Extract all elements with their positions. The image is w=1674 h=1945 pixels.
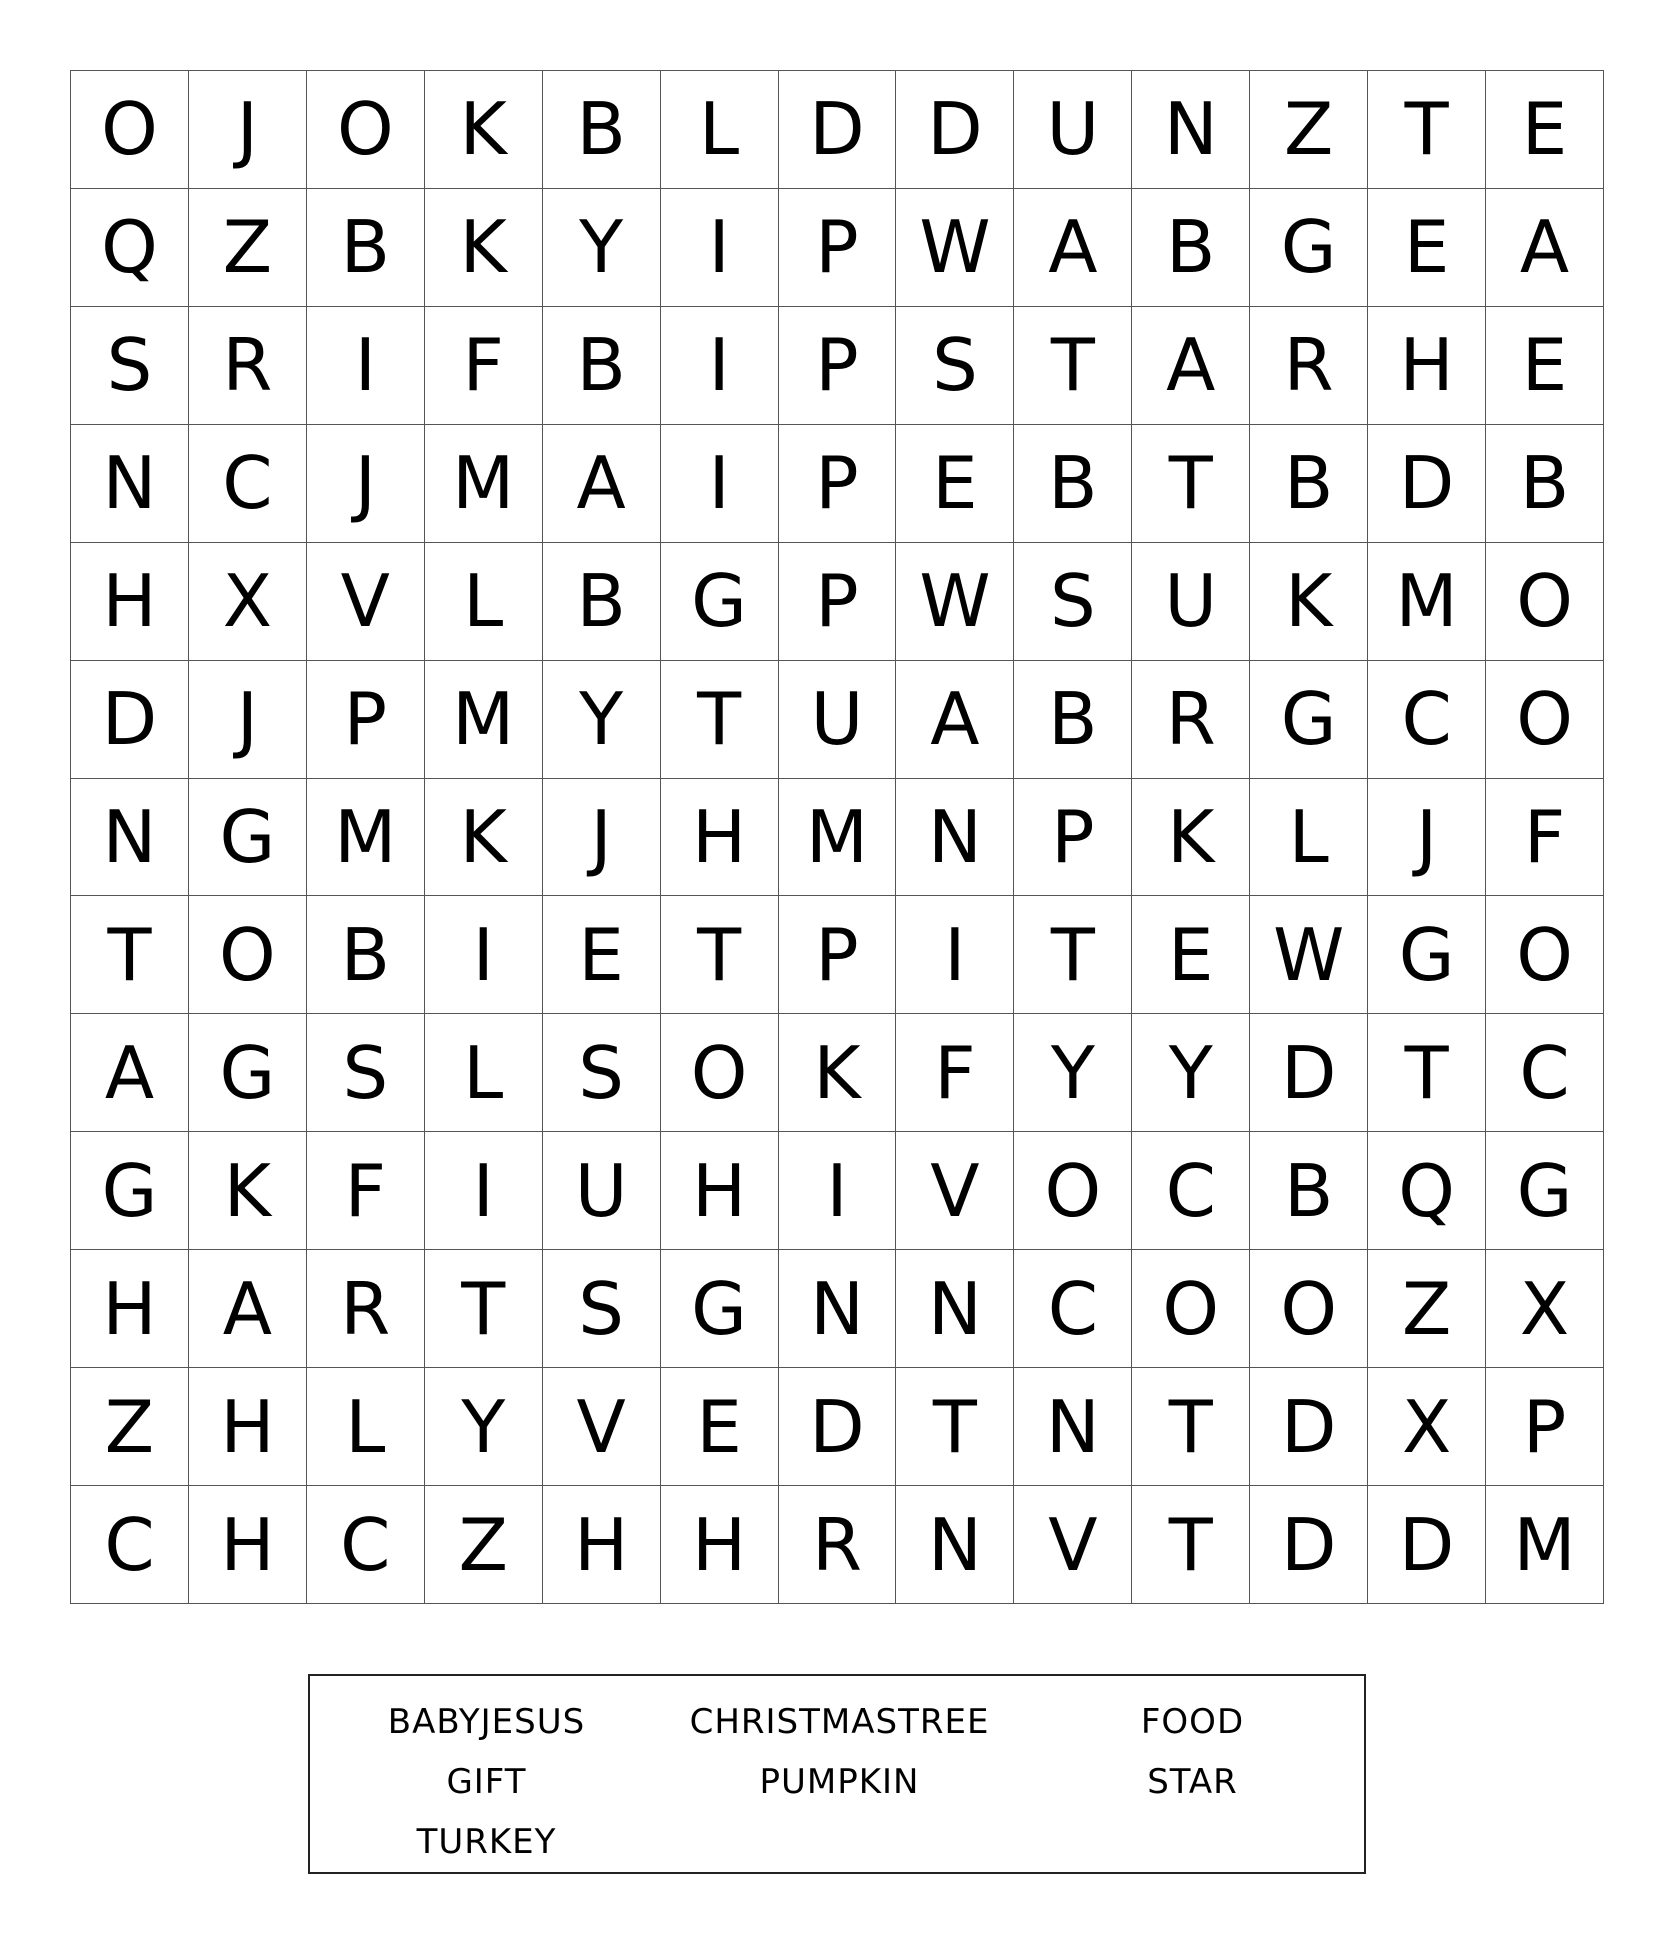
grid-cell[interactable]: G (1250, 189, 1368, 307)
grid-cell[interactable]: T (661, 896, 779, 1014)
grid-cell[interactable]: U (543, 1132, 661, 1250)
grid-cell[interactable]: T (896, 1368, 1014, 1486)
grid-cell[interactable]: B (1014, 425, 1132, 543)
grid-cell[interactable]: H (661, 779, 779, 897)
grid-cell[interactable]: P (1014, 779, 1132, 897)
grid-cell[interactable]: C (1132, 1132, 1250, 1250)
grid-cell[interactable]: Z (71, 1368, 189, 1486)
grid-cell[interactable]: A (189, 1250, 307, 1368)
grid-cell[interactable]: H (189, 1368, 307, 1486)
grid-cell[interactable]: B (1486, 425, 1604, 543)
grid-cell[interactable]: L (661, 71, 779, 189)
grid-cell[interactable]: K (1132, 779, 1250, 897)
grid-cell[interactable]: H (1368, 307, 1486, 425)
grid-cell[interactable]: T (661, 661, 779, 779)
grid-cell[interactable]: E (896, 425, 1014, 543)
grid-cell[interactable]: G (661, 1250, 779, 1368)
grid-cell[interactable]: N (1014, 1368, 1132, 1486)
grid-cell[interactable]: B (1250, 425, 1368, 543)
grid-cell[interactable]: G (661, 543, 779, 661)
grid-cell[interactable]: O (71, 71, 189, 189)
grid-cell[interactable]: M (1486, 1486, 1604, 1604)
grid-cell[interactable]: A (543, 425, 661, 543)
grid-cell[interactable]: T (425, 1250, 543, 1368)
word-item: FOOD (1140, 1702, 1245, 1742)
grid-cell[interactable]: H (661, 1132, 779, 1250)
grid-cell[interactable]: H (543, 1486, 661, 1604)
grid-cell[interactable]: B (1132, 189, 1250, 307)
grid-cell[interactable]: P (779, 425, 897, 543)
grid-cell[interactable]: I (661, 189, 779, 307)
grid-cell[interactable]: A (1014, 189, 1132, 307)
grid-cell[interactable]: O (661, 1014, 779, 1132)
grid-cell[interactable]: P (779, 896, 897, 1014)
grid-cell[interactable]: H (189, 1486, 307, 1604)
grid-cell[interactable]: L (425, 1014, 543, 1132)
grid-cell[interactable]: K (1250, 543, 1368, 661)
grid-cell[interactable]: G (1486, 1132, 1604, 1250)
grid-cell[interactable]: V (896, 1132, 1014, 1250)
letter-grid (70, 70, 1604, 1604)
grid-cell[interactable]: M (425, 661, 543, 779)
grid-cell[interactable]: P (779, 307, 897, 425)
grid-cell[interactable]: G (1368, 896, 1486, 1014)
grid-cell[interactable]: J (307, 425, 425, 543)
grid-cell[interactable]: E (1368, 189, 1486, 307)
grid-cell[interactable]: B (1014, 661, 1132, 779)
grid-cell[interactable]: M (307, 779, 425, 897)
grid-cell[interactable]: L (425, 543, 543, 661)
grid-cell[interactable]: T (71, 896, 189, 1014)
grid-cell[interactable]: F (896, 1014, 1014, 1132)
grid-cell[interactable]: N (896, 779, 1014, 897)
grid-cell[interactable]: Y (543, 661, 661, 779)
grid-cell[interactable]: X (1368, 1368, 1486, 1486)
grid-cell[interactable]: X (1486, 1250, 1604, 1368)
grid-cell[interactable]: G (1250, 661, 1368, 779)
grid-cell[interactable]: V (1014, 1486, 1132, 1604)
grid-cell[interactable]: Z (1368, 1250, 1486, 1368)
grid-cell[interactable]: S (543, 1014, 661, 1132)
grid-cell[interactable]: Z (1250, 71, 1368, 189)
grid-cell[interactable]: D (1368, 1486, 1486, 1604)
grid-cell[interactable]: B (1250, 1132, 1368, 1250)
grid-cell[interactable]: K (189, 1132, 307, 1250)
grid-cell[interactable]: N (896, 1250, 1014, 1368)
grid-cell[interactable]: E (1486, 71, 1604, 189)
grid-cell[interactable]: F (425, 307, 543, 425)
grid-cell[interactable]: J (189, 661, 307, 779)
grid-cell[interactable]: A (71, 1014, 189, 1132)
word-item: TURKEY (416, 1822, 557, 1862)
grid-cell[interactable]: Y (543, 189, 661, 307)
grid-cell[interactable]: V (307, 543, 425, 661)
grid-cell[interactable]: A (1132, 307, 1250, 425)
word-list (310, 1692, 1364, 1872)
grid-cell[interactable]: N (71, 779, 189, 897)
grid-cell[interactable]: S (896, 307, 1014, 425)
grid-cell[interactable]: O (189, 896, 307, 1014)
grid-cell[interactable]: T (1368, 1014, 1486, 1132)
grid-cell[interactable]: Q (1368, 1132, 1486, 1250)
grid-cell[interactable]: J (543, 779, 661, 897)
grid-cell[interactable]: J (189, 71, 307, 189)
word-item: GIFT (446, 1762, 527, 1802)
grid-cell[interactable]: R (779, 1486, 897, 1604)
grid-cell[interactable]: O (1486, 661, 1604, 779)
grid-cell[interactable]: R (1250, 307, 1368, 425)
grid-cell[interactable]: C (1368, 661, 1486, 779)
grid-cell[interactable]: C (307, 1486, 425, 1604)
grid-cell[interactable]: Z (425, 1486, 543, 1604)
grid-cell[interactable]: P (779, 543, 897, 661)
grid-cell[interactable]: H (71, 543, 189, 661)
grid-cell[interactable]: S (307, 1014, 425, 1132)
grid-cell[interactable]: T (1132, 1486, 1250, 1604)
grid-cell[interactable]: T (1014, 307, 1132, 425)
word-item: PUMPKIN (759, 1762, 920, 1802)
grid-cell[interactable]: K (425, 71, 543, 189)
grid-cell[interactable]: R (307, 1250, 425, 1368)
grid-cell[interactable]: S (71, 307, 189, 425)
grid-cell[interactable]: S (1014, 543, 1132, 661)
grid-cell[interactable]: U (1132, 543, 1250, 661)
grid-cell[interactable]: N (896, 1486, 1014, 1604)
grid-cell[interactable]: D (779, 71, 897, 189)
grid-cell[interactable]: T (1132, 1368, 1250, 1486)
grid-cell[interactable]: G (189, 1014, 307, 1132)
grid-cell[interactable]: E (1132, 896, 1250, 1014)
grid-cell[interactable]: Q (71, 189, 189, 307)
grid-cell[interactable]: B (543, 71, 661, 189)
grid-cell[interactable]: E (661, 1368, 779, 1486)
grid-cell[interactable]: E (543, 896, 661, 1014)
grid-cell[interactable]: A (896, 661, 1014, 779)
grid-cell[interactable]: D (1250, 1014, 1368, 1132)
grid-cell[interactable]: M (779, 779, 897, 897)
grid-cell[interactable]: O (1486, 543, 1604, 661)
grid-cell[interactable]: D (1250, 1368, 1368, 1486)
grid-cell[interactable]: R (189, 307, 307, 425)
grid-cell[interactable]: B (307, 189, 425, 307)
grid-cell[interactable]: F (1486, 779, 1604, 897)
grid-cell[interactable]: I (307, 307, 425, 425)
grid-cell[interactable]: R (1132, 661, 1250, 779)
grid-cell[interactable]: U (779, 661, 897, 779)
grid-cell[interactable]: O (1250, 1250, 1368, 1368)
grid-cell[interactable]: O (1014, 1132, 1132, 1250)
grid-cell[interactable]: P (779, 189, 897, 307)
grid-cell[interactable]: D (779, 1368, 897, 1486)
grid-cell[interactable]: P (1486, 1368, 1604, 1486)
grid-cell[interactable]: D (896, 71, 1014, 189)
grid-cell[interactable]: K (425, 189, 543, 307)
grid-cell[interactable]: L (307, 1368, 425, 1486)
grid-cell[interactable]: D (1250, 1486, 1368, 1604)
grid-cell[interactable]: T (1014, 896, 1132, 1014)
grid-cell[interactable]: W (896, 189, 1014, 307)
grid-cell[interactable]: T (1132, 425, 1250, 543)
grid-cell[interactable]: J (1368, 779, 1486, 897)
grid-cell[interactable]: I (896, 896, 1014, 1014)
grid-cell[interactable]: B (543, 543, 661, 661)
grid-cell[interactable]: Y (1132, 1014, 1250, 1132)
word-bank (308, 1674, 1366, 1874)
grid-cell[interactable]: B (307, 896, 425, 1014)
grid-cell[interactable]: M (1368, 543, 1486, 661)
grid-cell[interactable]: E (1486, 307, 1604, 425)
grid-cell[interactable]: W (896, 543, 1014, 661)
grid-cell[interactable]: W (1250, 896, 1368, 1014)
grid-cell[interactable]: I (779, 1132, 897, 1250)
grid-cell[interactable]: K (425, 779, 543, 897)
grid-cell[interactable]: O (307, 71, 425, 189)
grid-cell[interactable]: C (1014, 1250, 1132, 1368)
grid-cell[interactable]: M (425, 425, 543, 543)
word-item: STAR (1147, 1762, 1238, 1802)
grid-cell[interactable]: K (779, 1014, 897, 1132)
grid-cell[interactable]: U (1014, 71, 1132, 189)
grid-cell[interactable]: Z (189, 189, 307, 307)
grid-cell[interactable]: Y (1014, 1014, 1132, 1132)
grid-cell[interactable]: H (71, 1250, 189, 1368)
grid-cell[interactable]: I (661, 307, 779, 425)
grid-cell[interactable]: D (71, 661, 189, 779)
grid-cell[interactable]: D (1368, 425, 1486, 543)
grid-cell[interactable]: V (543, 1368, 661, 1486)
grid-cell[interactable]: C (71, 1486, 189, 1604)
grid-cell[interactable]: N (71, 425, 189, 543)
grid-cell[interactable]: I (425, 896, 543, 1014)
grid-cell[interactable]: O (1486, 896, 1604, 1014)
grid-cell[interactable]: B (543, 307, 661, 425)
grid-cell[interactable]: I (661, 425, 779, 543)
grid-cell[interactable]: C (189, 425, 307, 543)
grid-cell[interactable]: X (189, 543, 307, 661)
grid-cell[interactable]: O (1132, 1250, 1250, 1368)
grid-cell[interactable]: T (1368, 71, 1486, 189)
grid-cell[interactable]: N (779, 1250, 897, 1368)
word-item: CHRISTMASTREE (689, 1702, 990, 1742)
grid-cell[interactable]: S (543, 1250, 661, 1368)
grid-cell[interactable]: P (307, 661, 425, 779)
grid-cell[interactable]: C (1486, 1014, 1604, 1132)
grid-cell[interactable]: F (307, 1132, 425, 1250)
grid-cell[interactable]: G (71, 1132, 189, 1250)
grid-cell[interactable]: I (425, 1132, 543, 1250)
grid-cell[interactable]: N (1132, 71, 1250, 189)
word-item: BABYJESUS (387, 1702, 586, 1742)
grid-cell[interactable]: Y (425, 1368, 543, 1486)
grid-cell[interactable]: H (661, 1486, 779, 1604)
grid-cell[interactable]: L (1250, 779, 1368, 897)
grid-cell[interactable]: G (189, 779, 307, 897)
grid-cell[interactable]: A (1486, 189, 1604, 307)
